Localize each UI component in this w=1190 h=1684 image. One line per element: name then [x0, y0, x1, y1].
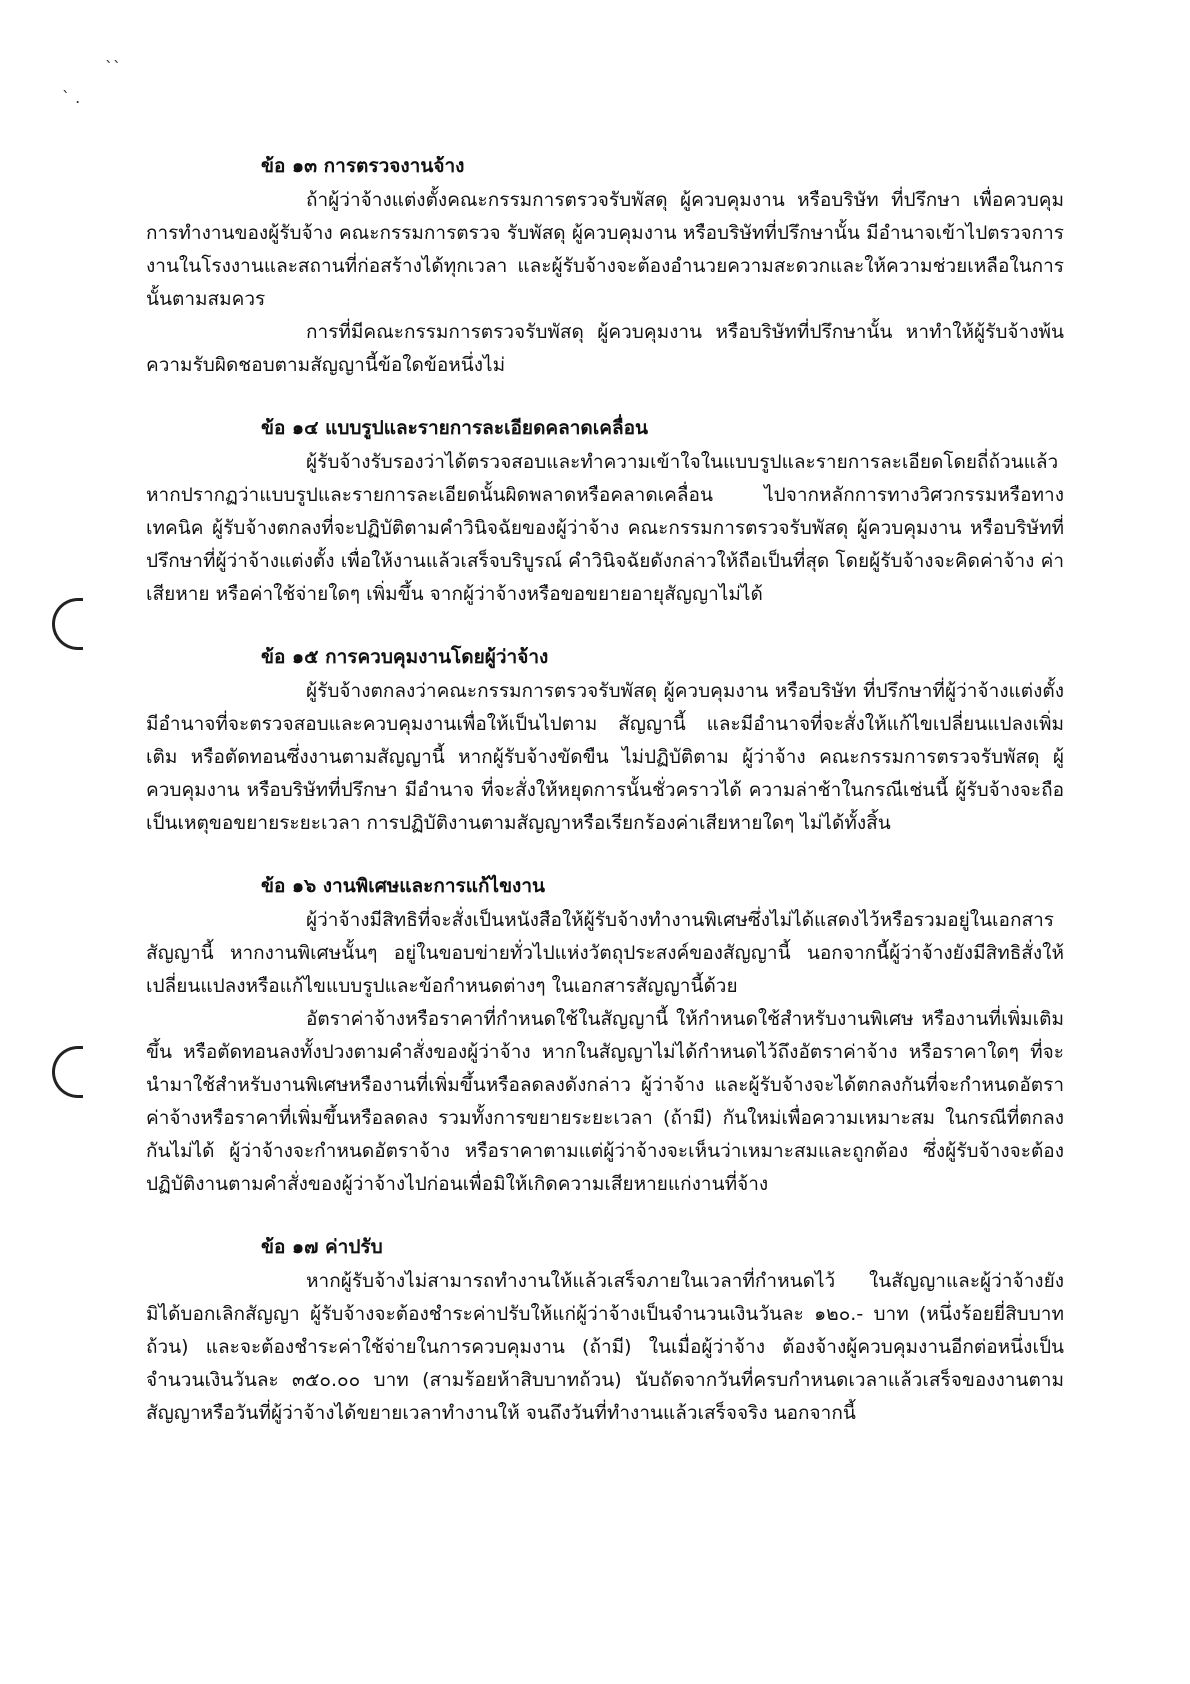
punch-hole-mark [52, 1046, 83, 1098]
clause-paragraph: หากผู้รับจ้างไม่สามารถทำงานให้แล้วเสร็จภายในเวลาที่กำหนดไว้ ในสัญญาและผู้ว่าจ้างยังมิได้บอกเลิกสัญญา ผู้รับจ้างจะต้องชำระค่าปรับให้แก่ผู้ว่าจ้างเป็นจำนวนเงินวันละ ๑๒๐.- บาท (หนึ่งร้อยยี่สิบบาทถ้วน) และจะต้องชำระค่าใช้จ่ายในการควบคุมงาน (ถ้ามี) ในเมื่อผู้ว่าจ้าง ต้องจ้างผู้ควบคุมงานอีกต่อหนึ่งเป็นจำนวนเงินวันละ ๓๕๐.๐๐ บาท (สามร้อยห้าสิบบาทถ้วน) นับถัดจากวันที่ครบกำหนดเวลาแล้วเสร็จของงานตามสัญญาหรือวันที่ผู้ว่าจ้างได้ขยายเวลาทำงานให้ จนถึงวันที่ทำงานแล้วเสร็จจริง นอกจากนี้ [146, 1270, 1064, 1424]
document-body [146, 150, 1064, 1460]
clause-heading: ข้อ ๑๓ การตรวจงานจ้าง [261, 155, 465, 177]
clause-13 [146, 150, 1064, 382]
clause-paragraph: การที่มีคณะกรรมการตรวจรับพัสดุ ผู้ควบคุมงาน หรือบริษัทที่ปรึกษานั้น หาทำให้ผู้รับจ้างพ้นความรับผิดชอบตามสัญญานี้ข้อใดข้อหนึ่งไม่ [146, 321, 1064, 376]
clause-paragraph: ถ้าผู้ว่าจ้างแต่งตั้งคณะกรรมการตรวจรับพัสดุ ผู้ควบคุมงาน หรือบริษัท ที่ปรึกษา เพื่อควบคุมการทำงานของผู้รับจ้าง คณะกรรมการตรวจ รับพัสดุ ผู้ควบคุมงาน หรือบริษัทที่ปรึกษานั้น มีอำนาจเข้าไปตรวจการงานในโรงงานและสถานที่ก่อสร้างได้ทุกเวลา และผู้รับจ้างจะต้องอำนวยความสะดวกและให้ความช่วยเหลือในการนั้นตามสมควร [146, 189, 1064, 310]
clause-14 [146, 412, 1064, 611]
clause-15 [146, 641, 1064, 840]
clause-paragraph: ผู้ว่าจ้างมีสิทธิที่จะสั่งเป็นหนังสือให้ผู้รับจ้างทำงานพิเศษซึ่งไม่ได้แสดงไว้หรือรวมอยู่ในเอกสารสัญญานี้ หากงานพิเศษนั้นๆ อยู่ในขอบข่ายทั่วไปแห่งวัตถุประสงค์ของสัญญานี้ นอกจากนี้ผู้ว่าจ้างยังมีสิทธิสั่งให้เปลี่ยนแปลงหรือแก้ไขแบบรูปและข้อกำหนดต่างๆ ในเอกสารสัญญานี้ด้วย [146, 909, 1064, 997]
clause-heading: ข้อ ๑๗ ค่าปรับ [261, 1236, 383, 1258]
clause-16 [146, 870, 1064, 1201]
clause-paragraph: อัตราค่าจ้างหรือราคาที่กำหนดใช้ในสัญญานี้ ให้กำหนดใช้สำหรับงานพิเศษ หรืองานที่เพิ่มเติมขึ้น หรือตัดทอนลงทั้งปวงตามคำสั่งของผู้ว่าจ้าง หากในสัญญาไม่ได้กำหนดไว้ถึงอัตราค่าจ้าง หรือราคาใดๆ ที่จะนำมาใช้สำหรับงานพิเศษหรืองานที่เพิ่มขึ้นหรือลดลงดังกล่าว ผู้ว่าจ้าง และผู้รับจ้างจะได้ตกลงกันที่จะกำหนดอัตราค่าจ้างหรือราคาที่เพิ่มขึ้นหรือลดลง รวมทั้งการขยายระยะเวลา (ถ้ามี) กันใหม่เพื่อความเหมาะสม ในกรณีที่ตกลงกันไม่ได้ ผู้ว่าจ้างจะกำหนดอัตราจ้าง หรือราคาตามแต่ผู้ว่าจ้างจะเห็นว่าเหมาะสมและถูกต้อง ซึ่งผู้รับจ้างจะต้องปฏิบัติงานตามคำสั่งของผู้ว่าจ้างไปก่อนเพื่อมิให้เกิดความเสียหายแก่งานที่จ้าง [146, 1008, 1064, 1195]
clause-heading: ข้อ ๑๔ แบบรูปและรายการละเอียดคลาดเคลื่อน [261, 417, 649, 439]
clause-heading: ข้อ ๑๕ การควบคุมงานโดยผู้ว่าจ้าง [261, 646, 549, 668]
scan-mark: ` . [62, 88, 81, 107]
scan-mark: `` [105, 58, 121, 77]
clause-heading: ข้อ ๑๖ งานพิเศษและการแก้ไขงาน [261, 875, 545, 897]
clause-paragraph: ผู้รับจ้างรับรองว่าได้ตรวจสอบและทำความเข้าใจในแบบรูปและรายการละเอียดโดยถี่ถ้วนแล้ว หากปรากฏว่าแบบรูปและรายการละเอียดนั้นผิดพลาดหรือคลาดเคลื่อน ไปจากหลักการทางวิศวกรรมหรือทางเทคนิค ผู้รับจ้างตกลงที่จะปฏิบัติตามคำวินิจฉัยของผู้ว่าจ้าง คณะกรรมการตรวจรับพัสดุ ผู้ควบคุมงาน หรือบริษัทที่ปรึกษาที่ผู้ว่าจ้างแต่งตั้ง เพื่อให้งานแล้วเสร็จบริบูรณ์ คำวินิจฉัยดังกล่าวให้ถือเป็นที่สุด โดยผู้รับจ้างจะคิดค่าจ้าง ค่าเสียหาย หรือค่าใช้จ่ายใดๆ เพิ่มขึ้น จากผู้ว่าจ้างหรือขอขยายอายุสัญญาไม่ได้ [146, 451, 1064, 605]
punch-hole-mark [52, 598, 83, 650]
clause-17 [146, 1231, 1064, 1430]
clause-paragraph: ผู้รับจ้างตกลงว่าคณะกรรมการตรวจรับพัสดุ ผู้ควบคุมงาน หรือบริษัท ที่ปรึกษาที่ผู้ว่าจ้างแต่งตั้ง มีอำนาจที่จะตรวจสอบและควบคุมงานเพื่อให้เป็นไปตาม สัญญานี้ และมีอำนาจที่จะสั่งให้แก้ไขเปลี่ยนแปลงเพิ่มเติม หรือตัดทอนซึ่งงานตามสัญญานี้ หากผู้รับจ้างขัดขืน ไม่ปฏิบัติตาม ผู้ว่าจ้าง คณะกรรมการตรวจรับพัสดุ ผู้ควบคุมงาน หรือบริษัทที่ปรึกษา มีอำนาจ ที่จะสั่งให้หยุดการนั้นชั่วคราวได้ ความล่าช้าในกรณีเช่นนี้ ผู้รับจ้างจะถือเป็นเหตุขอขยายระยะเวลา การปฏิบัติงานตามสัญญาหรือเรียกร้องค่าเสียหายใดๆ ไม่ได้ทั้งสิ้น [146, 680, 1064, 834]
